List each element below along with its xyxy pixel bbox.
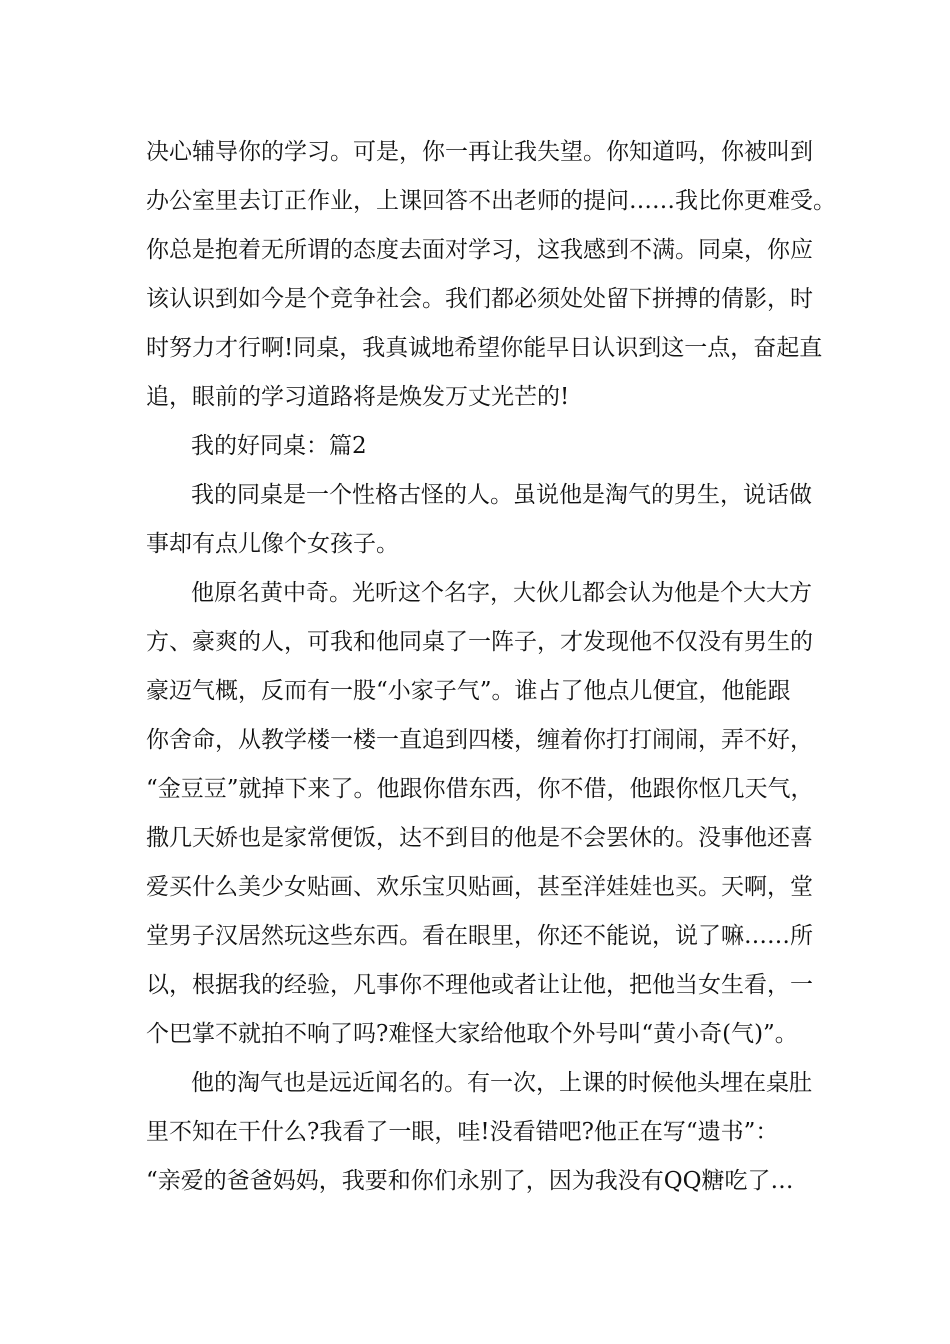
text-line: “亲爱的爸爸妈妈，我要和你们永别了，因为我没有QQ糖吃了… xyxy=(146,1168,794,1194)
text-line: 决心辅导你的学习。可是，你一再让我失望。你知道吗，你被叫到 xyxy=(146,139,813,165)
text-line: 办公室里去订正作业，上课回答不出老师的提问……我比你更难受。 xyxy=(146,188,836,214)
text-line: 事却有点儿像个女孩子。 xyxy=(146,531,399,557)
text-line: 该认识到如今是个竞争社会。我们都必须处处留下拼搏的倩影，时 xyxy=(146,286,813,312)
text-line: 个巴掌不就拍不响了吗?难怪大家给他取个外号叫“黄小奇(气)”。 xyxy=(146,1021,798,1047)
text-line: 撒几天娇也是家常便饭，达不到目的他是不会罢休的。没事他还喜 xyxy=(146,825,813,851)
text-line: 他原名黄中奇。光听这个名字，大伙儿都会认为他是个大大方 xyxy=(191,580,812,606)
text-line: 时努力才行啊!同桌，我真诚地希望你能早日认识到这一点，奋起直 xyxy=(146,335,823,361)
text-line: 他的淘气也是远近闻名的。有一次，上课的时候他头埋在桌肚 xyxy=(191,1070,812,1096)
text-line: 你舍命，从教学楼一楼一直追到四楼，缠着你打打闹闹，弄不好， xyxy=(146,727,813,753)
text-line: 以，根据我的经验，凡事你不理他或者让让他，把他当女生看，一 xyxy=(146,972,813,998)
document-body xyxy=(146,128,836,1206)
text-line: 里不知在干什么?我看了一眼，哇!没看错吧?他正在写“遗书”： xyxy=(146,1119,779,1145)
text-line: 你总是抱着无所谓的态度去面对学习，这我感到不满。同桌，你应 xyxy=(146,237,813,263)
text-line: 追，眼前的学习道路将是焕发万丈光芒的! xyxy=(146,384,570,410)
text-line: “金豆豆”就掉下来了。他跟你借东西，你不借，他跟你怄几天气， xyxy=(146,776,814,802)
text-line: 豪迈气概，反而有一股“小家子气”。谁占了他点儿便宜，他能跟 xyxy=(146,678,791,704)
text-line: 堂男子汉居然玩这些东西。看在眼里，你还不能说，说了嘛……所 xyxy=(146,923,813,949)
text-line: 方、豪爽的人，可我和他同桌了一阵子，才发现他不仅没有男生的 xyxy=(146,629,813,655)
text-line: 爱买什么美少女贴画、欢乐宝贝贴画，甚至洋娃娃也买。天啊，堂 xyxy=(146,874,813,900)
text-line: 我的同桌是一个性格古怪的人。虽说他是淘气的男生，说话做 xyxy=(191,482,812,508)
section-heading: 我的好同桌：篇2 xyxy=(191,433,367,459)
